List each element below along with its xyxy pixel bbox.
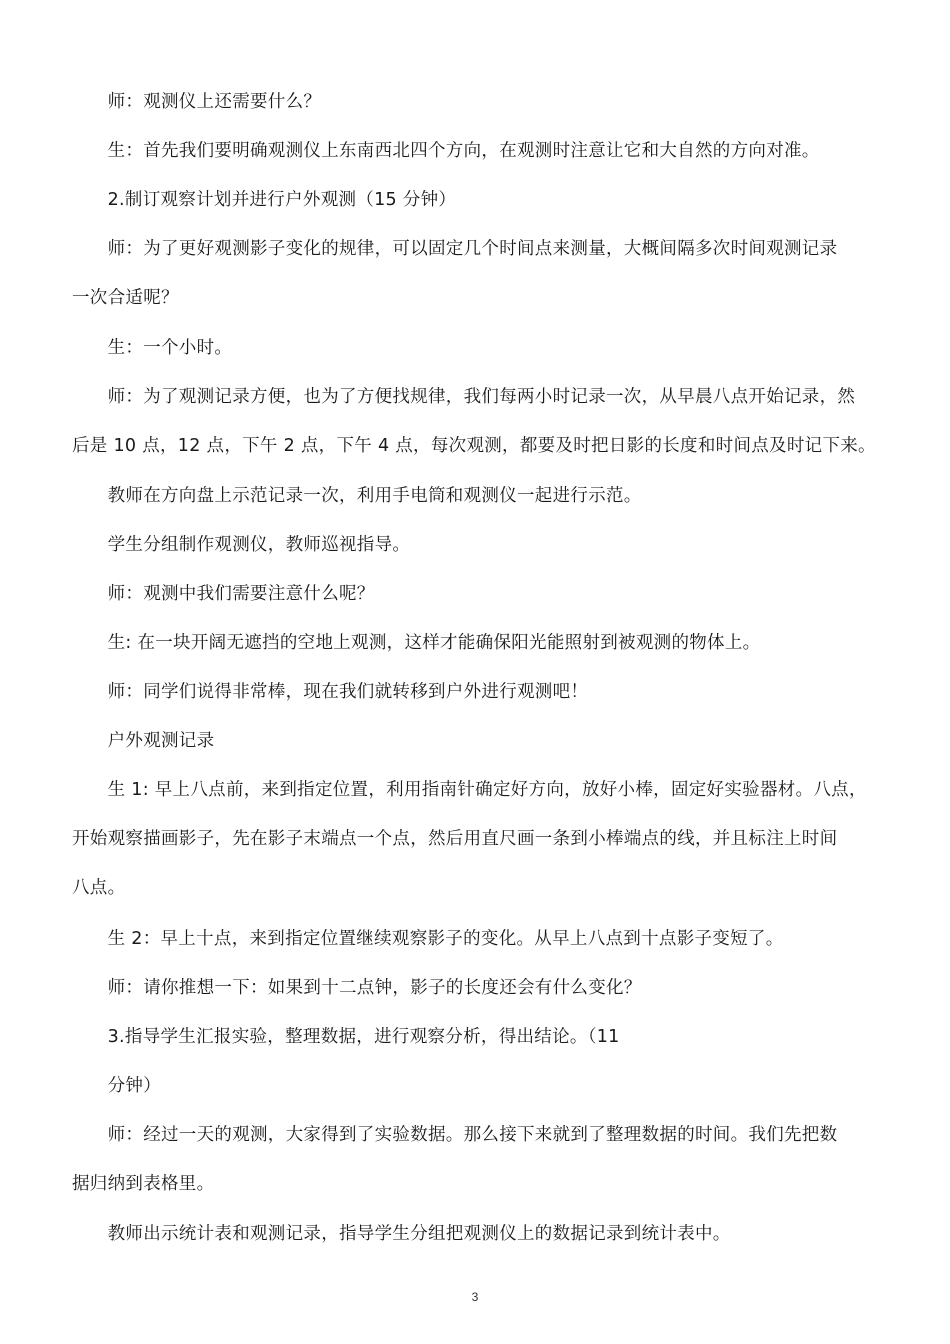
- paragraph: [72, 225, 882, 323]
- paragraph-line: 后是 10 点，12 点，下午 2 点，下午 4 点，每次观测，都要及时把日影的长度和时间点及时记下来。: [72, 436, 876, 456]
- paragraph-line: 八点。: [72, 878, 126, 898]
- paragraph: [72, 1111, 882, 1209]
- paragraph-line: 教师出示统计表和观测记录，指导学生分组把观测仪上的数据记录到统计表中。: [72, 1224, 731, 1244]
- paragraph: [72, 176, 882, 225]
- paragraph: [72, 964, 882, 1013]
- paragraph: [72, 521, 882, 570]
- paragraph: [72, 1210, 882, 1259]
- paragraph-line: 教师在方向盘上示范记录一次，利用手电筒和观测仪一起进行示范。: [72, 486, 642, 506]
- paragraph: [72, 915, 882, 964]
- paragraph-line: 师：为了观测记录方便，也为了方便找规律，我们每两小时记录一次，从早晨八点开始记录，然: [72, 387, 856, 407]
- paragraph-line: 一次合适呢？: [72, 288, 179, 308]
- paragraph-line: 师：为了更好观测影子变化的规律，可以固定几个时间点来测量，大概间隔多次时间观测记录: [72, 239, 838, 259]
- paragraph-line: 生: 在一块开阔无遮挡的空地上观测，这样才能确保阳光能照射到被观测的物体上。: [72, 633, 761, 653]
- paragraph: [72, 324, 882, 373]
- paragraph-line: 师：观测中我们需要注意什么呢？: [72, 584, 375, 604]
- paragraph: [72, 373, 882, 471]
- paragraph: [72, 1013, 882, 1062]
- paragraph-line: 生 2：早上十点，来到指定位置继续观察影子的变化。从早上八点到十点影子变短了。: [72, 929, 784, 949]
- paragraph: [72, 717, 882, 766]
- paragraph: [72, 78, 882, 127]
- paragraph-line: 2.制订观察计划并进行户外观测（15 分钟）: [72, 190, 457, 210]
- paragraph-line: 师：请你推想一下：如果到十二点钟，影子的长度还会有什么变化？: [72, 978, 642, 998]
- paragraph-line: 师：同学们说得非常棒，现在我们就转移到户外进行观测吧！: [72, 682, 589, 702]
- paragraph-line: 户外观测记录: [72, 731, 215, 751]
- paragraph-line: 师：观测仪上还需要什么？: [72, 92, 322, 112]
- paragraph-line: 师：经过一天的观测，大家得到了实验数据。那么接下来就到了整理数据的时间。我们先把数: [72, 1125, 838, 1145]
- paragraph-line: 生：首先我们要明确观测仪上东南西北四个方向，在观测时注意让它和大自然的方向对准。: [72, 141, 820, 161]
- paragraph-line: 学生分组制作观测仪，教师巡视指导。: [72, 535, 411, 555]
- paragraph-line: 3.指导学生汇报实验，整理数据，进行观察分析，得出结论。（11: [72, 1027, 620, 1047]
- paragraph: [72, 472, 882, 521]
- paragraph: [72, 668, 882, 717]
- paragraph-line: 据归纳到表格里。: [72, 1174, 215, 1194]
- paragraph: [72, 127, 882, 176]
- paragraph: [72, 570, 882, 619]
- page-number: 3: [471, 1290, 479, 1304]
- paragraph-line: 生：一个小时。: [72, 338, 233, 358]
- paragraph-line: 分钟）: [72, 1076, 161, 1096]
- paragraph: [72, 1062, 882, 1111]
- paragraph-line: 开始观察描画影子，先在影子末端点一个点，然后用直尺画一条到小棒端点的线，并且标注上时间: [72, 829, 838, 849]
- paragraph-line: 生 1: 早上八点前，来到指定位置，利用指南针确定好方向，放好小棒，固定好实验器材。八点，: [72, 780, 867, 800]
- paragraph: [72, 619, 882, 668]
- paragraph: [72, 766, 882, 913]
